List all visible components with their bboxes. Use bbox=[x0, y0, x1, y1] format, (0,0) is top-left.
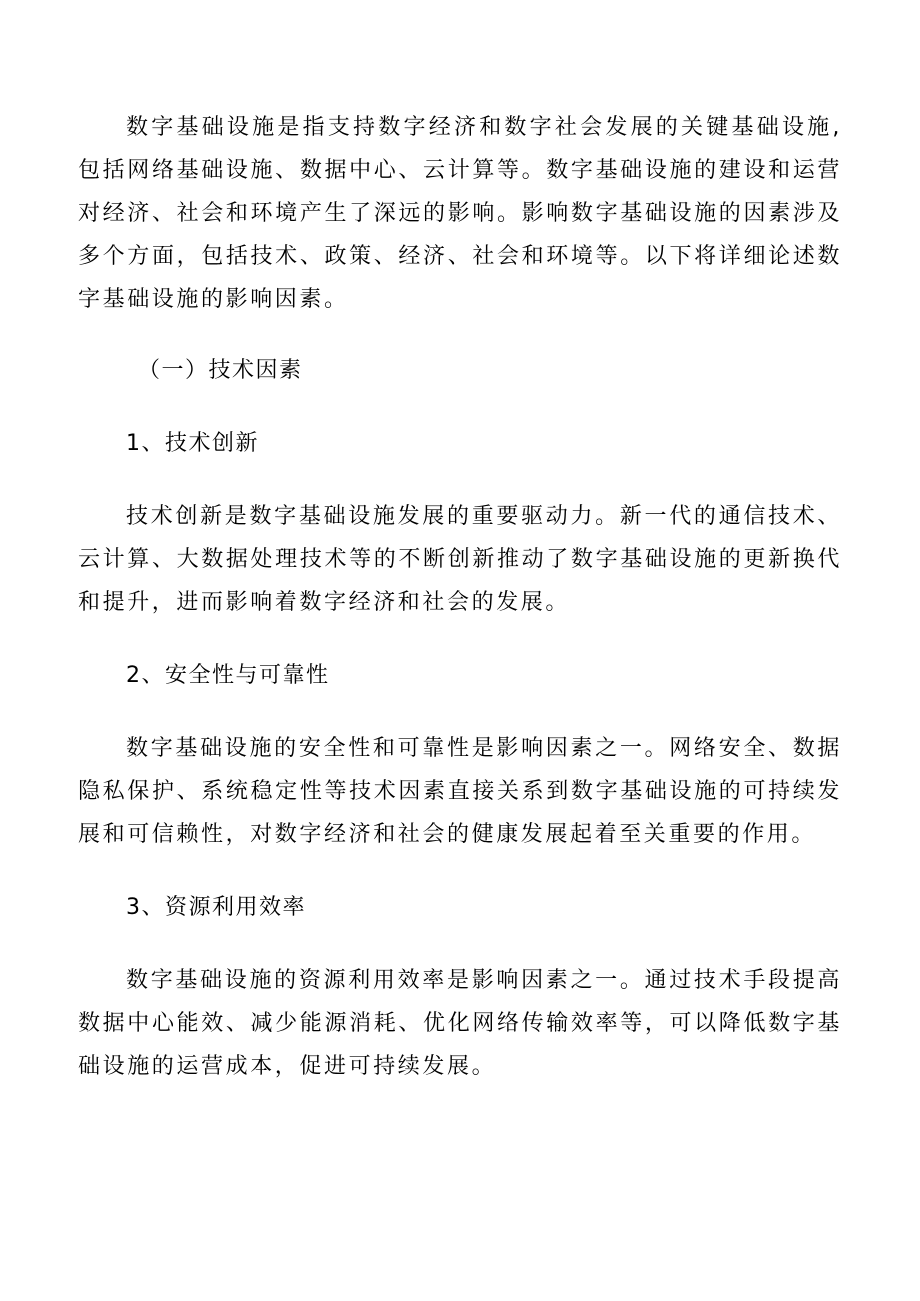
spacer bbox=[78, 929, 842, 959]
subsection-heading-1: 1、技术创新 bbox=[126, 431, 259, 456]
spacer bbox=[78, 465, 842, 495]
spacer bbox=[78, 697, 842, 727]
subsection-body-3: 数字基础设施的资源利用效率是影响因素之一。通过技术手段提高数据中心能效、减少能源消耗、优化网络传输效率等，可以降低数字基础设施的运营成本，促进可持续发展。 bbox=[78, 968, 842, 1079]
section-title: （一）技术因素 bbox=[138, 358, 303, 383]
spacer bbox=[78, 321, 842, 349]
subsection-heading-2: 2、安全性与可靠性 bbox=[126, 663, 330, 688]
subsection-body-2: 数字基础设施的安全性和可靠性是影响因素之一。网络安全、数据隐私保护、系统稳定性等技术因素直接关系到数字基础设施的可持续发展和可信赖性，对数字经济和社会的健康发展起着至关重要的作用。 bbox=[78, 736, 842, 847]
subsection-body-1: 技术创新是数字基础设施发展的重要驱动力。新一代的通信技术、云计算、大数据处理技术等的不断创新推动了数字基础设施的更新换代和提升，进而影响着数字经济和社会的发展。 bbox=[78, 504, 842, 615]
spacer bbox=[78, 856, 842, 886]
spacer bbox=[78, 392, 842, 422]
spacer bbox=[78, 624, 842, 654]
subsection-heading-3: 3、资源利用效率 bbox=[126, 895, 306, 920]
intro-paragraph: 数字基础设施是指支持数字经济和数字社会发展的关键基础设施,包括网络基础设施、数据中心、云计算等。数字基础设施的建设和运营对经济、社会和环境产生了深远的影响。影响数字基础设施的因素涉及多个方面，包括技术、政策、经济、社会和环境等。以下将详细论述数字基础设施的影响因素。 bbox=[78, 115, 842, 312]
